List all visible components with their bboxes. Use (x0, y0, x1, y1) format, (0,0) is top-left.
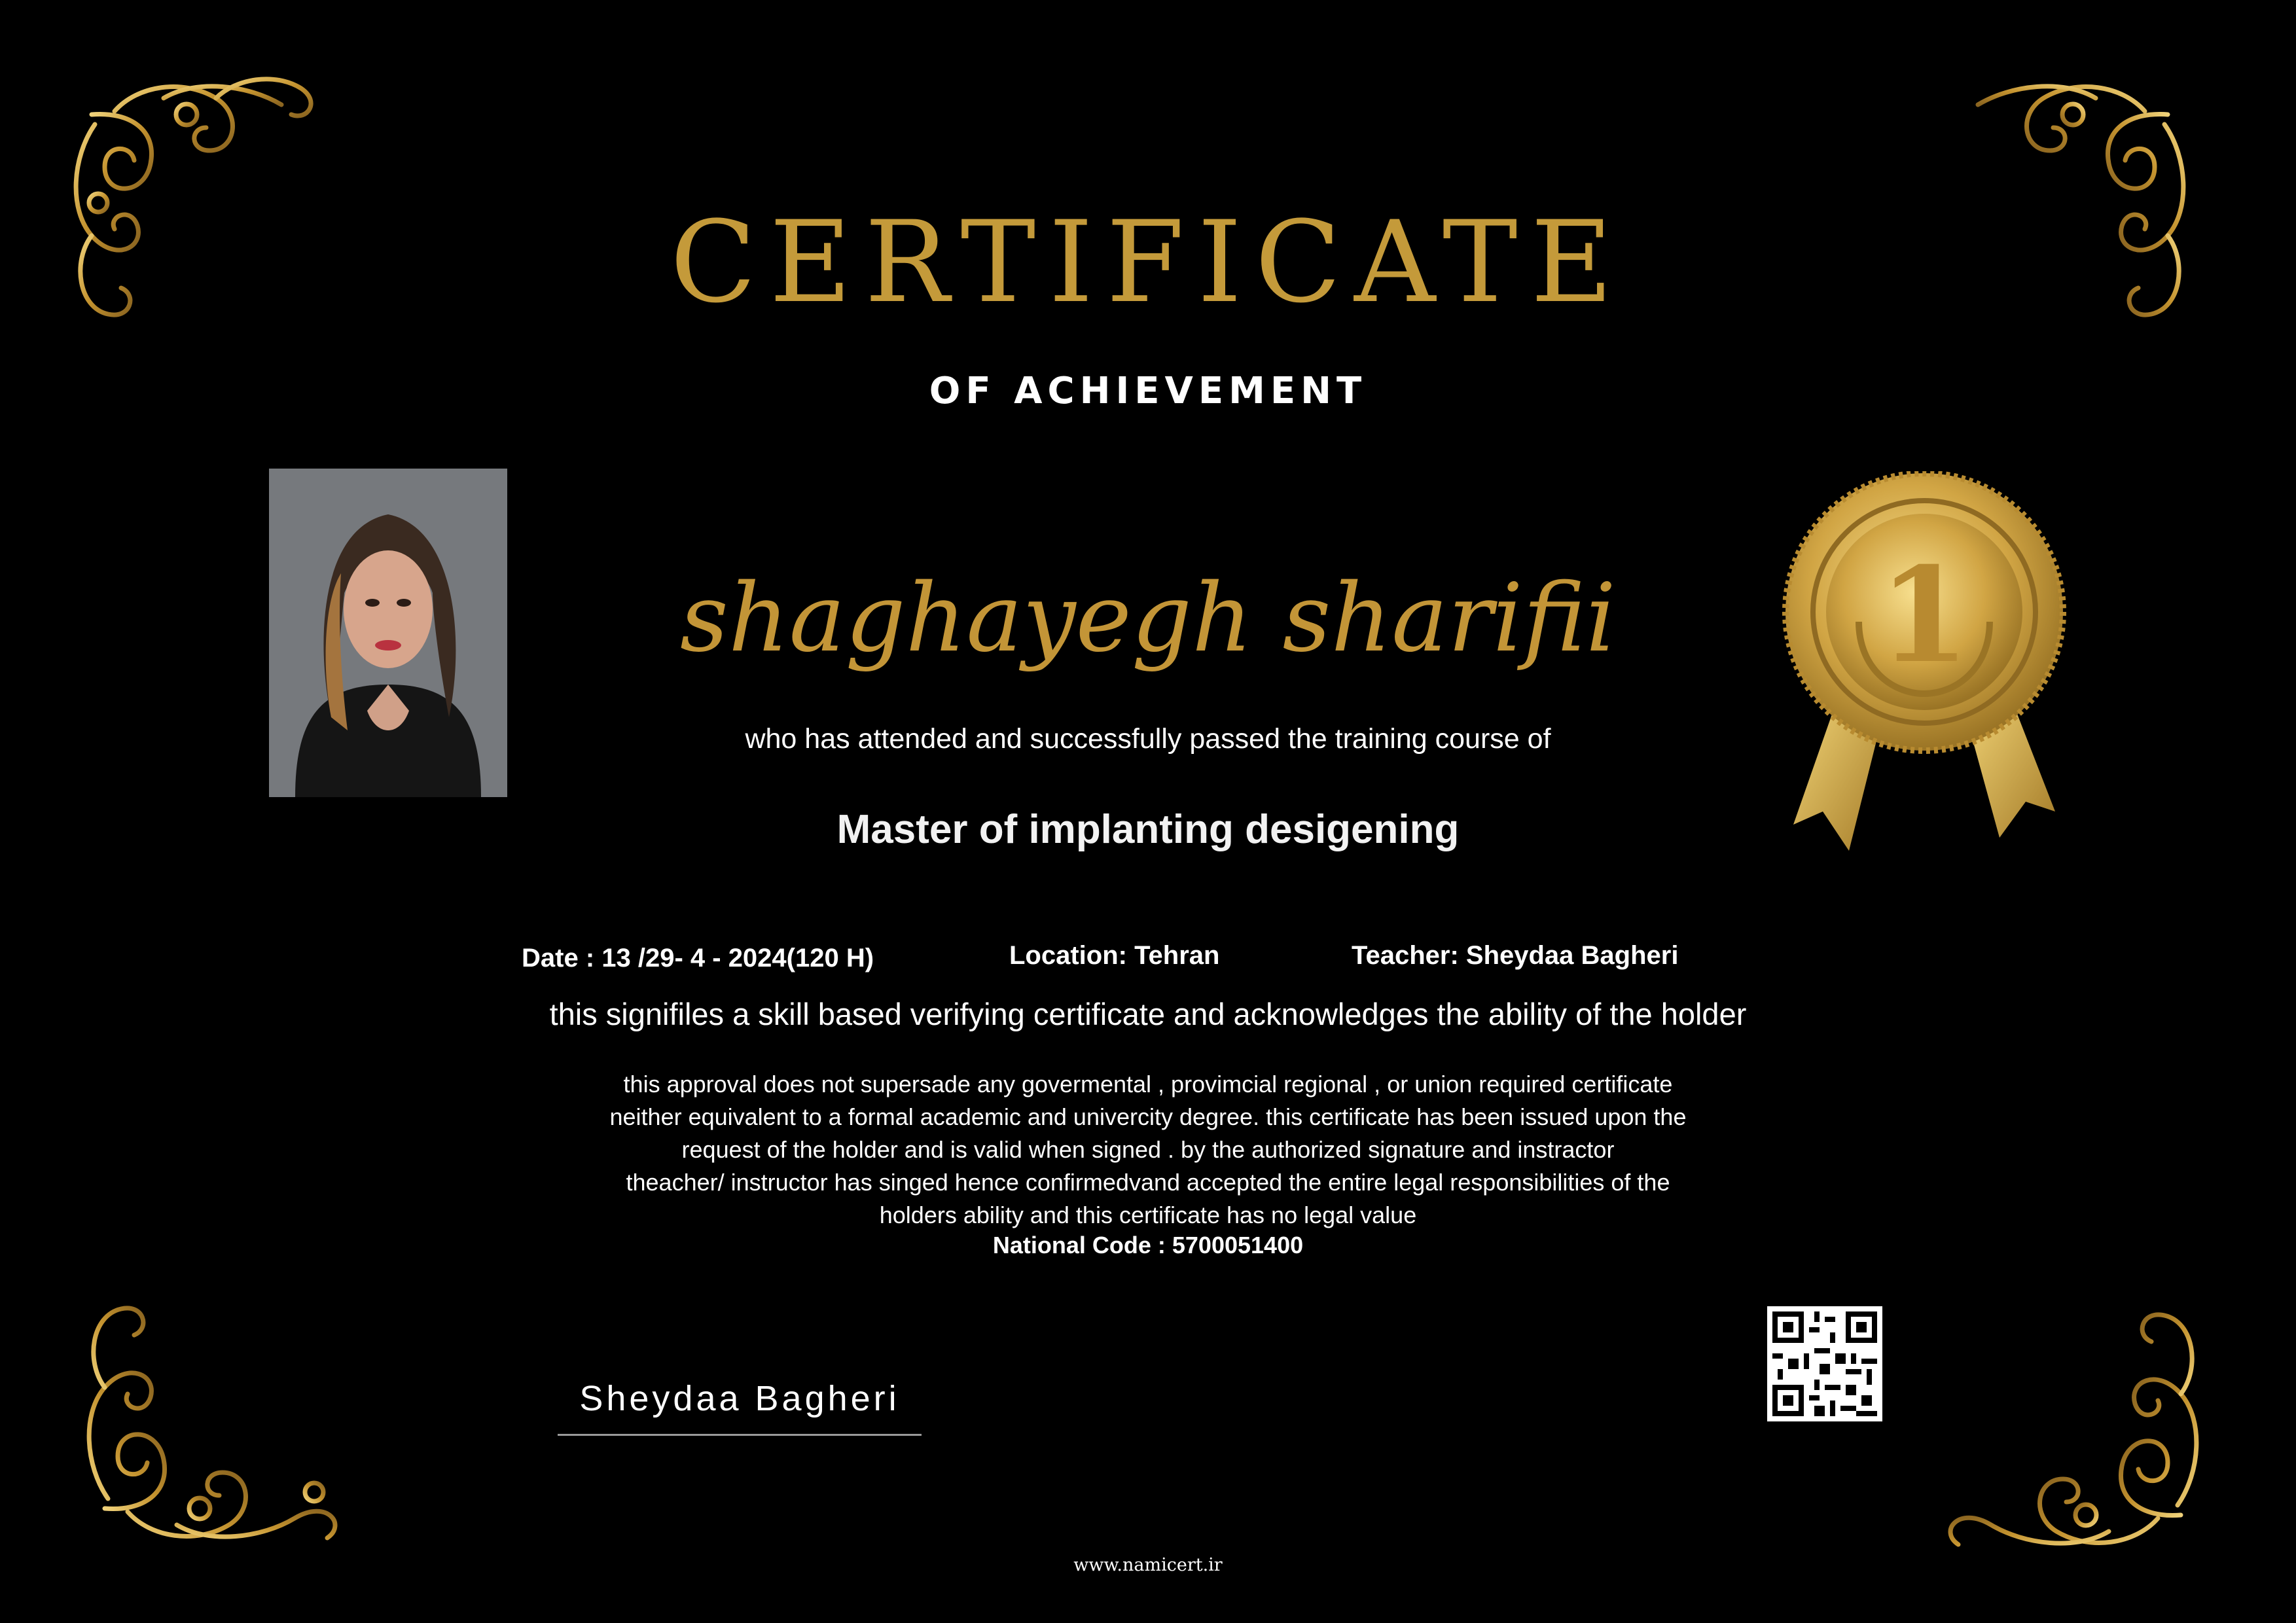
terms-line: theacher/ instructor has singed hence confirmedvand accepted the entire legal responsibilities of the (626, 1169, 1670, 1196)
national-code-label: National Code : (992, 1232, 1172, 1258)
location-value: Tehran (1134, 941, 1220, 970)
lead-text: who has attended and successfully passed the training course of (745, 723, 1551, 755)
terms-line: neither equivalent to a formal academic and univercity degree. this certificate has been issued upon the (609, 1103, 1687, 1130)
location-label: Location: (1009, 941, 1135, 970)
terms-line: this approval does not supersade any govermental , provimcial regional , or union required certificate (623, 1071, 1673, 1097)
national-code-value: 5700051400 (1172, 1232, 1304, 1258)
teacher-info (1352, 941, 1678, 971)
signifies-text: this signifiles a skill based verifying certificate and acknowledges the ability of the holder (549, 997, 1747, 1031)
qr-code-icon[interactable] (1767, 1306, 1882, 1421)
certificate-title: CERTIFICATE (670, 196, 1626, 328)
corner-ornament-bottom-left (89, 1105, 512, 1538)
medal-number: 1 (1878, 539, 1970, 692)
date-info (522, 944, 874, 973)
date-label: Date : (522, 944, 602, 972)
signature-name: Sheydaa Bagheri (579, 1379, 900, 1418)
terms-line: holders ability and this certificate has no legal value (879, 1202, 1417, 1228)
certificate-subtitle: OF ACHIEVEMENT (929, 370, 1367, 412)
signature-line (558, 1434, 922, 1436)
recipient-name: shaghayegh sharifii (679, 563, 1616, 673)
national-code (0, 1232, 2296, 1259)
teacher-label: Teacher: (1352, 941, 1466, 970)
date-value: 13 /29- 4 - 2024(120 H) (601, 944, 874, 972)
course-name: Master of implanting desigening (836, 807, 1460, 852)
teacher-value: Sheydaa Bagheri (1465, 941, 1679, 970)
terms-line: request of the holder and is valid when signed . by the authorized signature and instractor (681, 1136, 1615, 1163)
terms-text (493, 1068, 1803, 1232)
location-info (1009, 941, 1219, 971)
website-link[interactable]: www.namicert.ir (1073, 1555, 1223, 1575)
